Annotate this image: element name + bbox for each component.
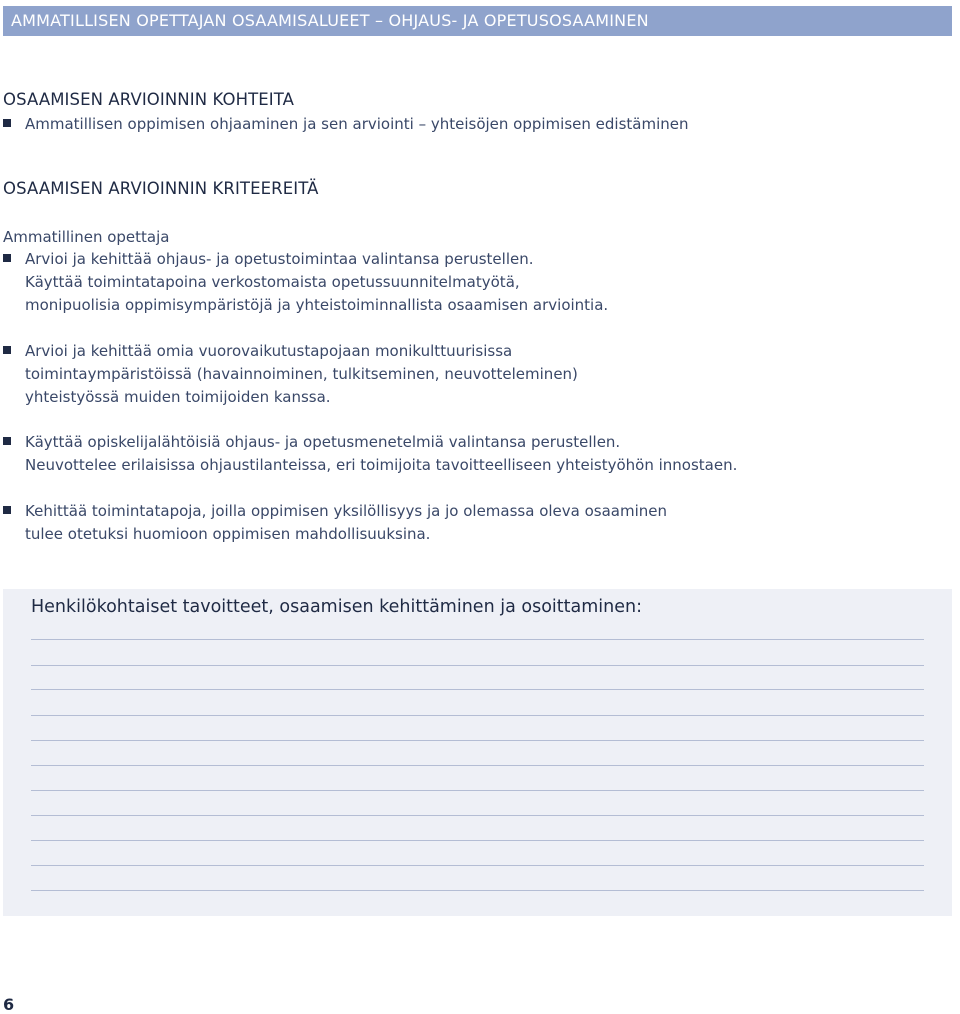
writing-line[interactable]: [31, 689, 924, 690]
assessment-targets-title: OSAAMISEN ARVIOINNIN KOHTEITA: [3, 90, 295, 109]
criteria-line: Arvioi ja kehittää omia vuorovaikutustapojaan monikulttuurisissa: [25, 342, 513, 360]
criteria-line: Arvioi ja kehittää ohjaus- ja opetustoimintaa valintansa perustellen.: [25, 250, 534, 268]
bullet-square-icon: [3, 437, 11, 445]
notes-box: [3, 589, 952, 916]
criteria-line: Käyttää opiskelijalähtöisiä ohjaus- ja opetusmenetelmiä valintansa perustellen.: [25, 433, 621, 451]
criteria-line: yhteistyössä muiden toimijoiden kanssa.: [25, 388, 331, 406]
writing-line[interactable]: [31, 665, 924, 666]
notes-title: Henkilökohtaiset tavoitteet, osaamisen kehittäminen ja osoittaminen:: [31, 597, 642, 617]
criteria-line: Kehittää toimintatapoja, joilla oppimisen yksilöllisyys ja jo olemassa oleva osaaminen: [25, 502, 668, 520]
bullet-square-icon: [3, 119, 11, 127]
assessment-criteria-title: OSAAMISEN ARVIOINNIN KRITEEREITÄ: [3, 179, 319, 198]
writing-line[interactable]: [31, 815, 924, 816]
criteria-line: monipuolisia oppimisympäristöjä ja yhteistoiminnallista osaamisen arviointia.: [25, 296, 609, 314]
bullet-square-icon: [3, 346, 11, 354]
criteria-line: tulee otetuksi huomioon oppimisen mahdollisuuksina.: [25, 525, 431, 543]
bullet-square-icon: [3, 254, 11, 262]
section-header-bar: AMMATILLISEN OPETTAJAN OSAAMISALUEET – OHJAUS- JA OPETUSOSAAMINEN: [3, 6, 952, 36]
writing-line[interactable]: [31, 790, 924, 791]
writing-line[interactable]: [31, 740, 924, 741]
writing-line[interactable]: [31, 715, 924, 716]
writing-line[interactable]: [31, 765, 924, 766]
page-number: 6: [3, 995, 15, 1014]
criteria-line: Käyttää toimintatapoina verkostomaista opetussuunnitelmatyötä,: [25, 273, 520, 291]
criteria-subtitle: Ammatillinen opettaja: [3, 228, 170, 246]
writing-line[interactable]: [31, 865, 924, 866]
assessment-target-text: Ammatillisen oppimisen ohjaaminen ja sen arviointi – yhteisöjen oppimisen edistäminen: [25, 115, 689, 133]
criteria-line: Neuvottelee erilaisissa ohjaustilanteissa, eri toimijoita tavoitteelliseen yhteistyöhön innostaen.: [25, 456, 738, 474]
writing-line[interactable]: [31, 890, 924, 891]
bullet-square-icon: [3, 506, 11, 514]
writing-line[interactable]: [31, 639, 924, 640]
criteria-line: toimintaympäristöissä (havainnoiminen, tulkitseminen, neuvotteleminen): [25, 365, 578, 383]
writing-line[interactable]: [31, 840, 924, 841]
